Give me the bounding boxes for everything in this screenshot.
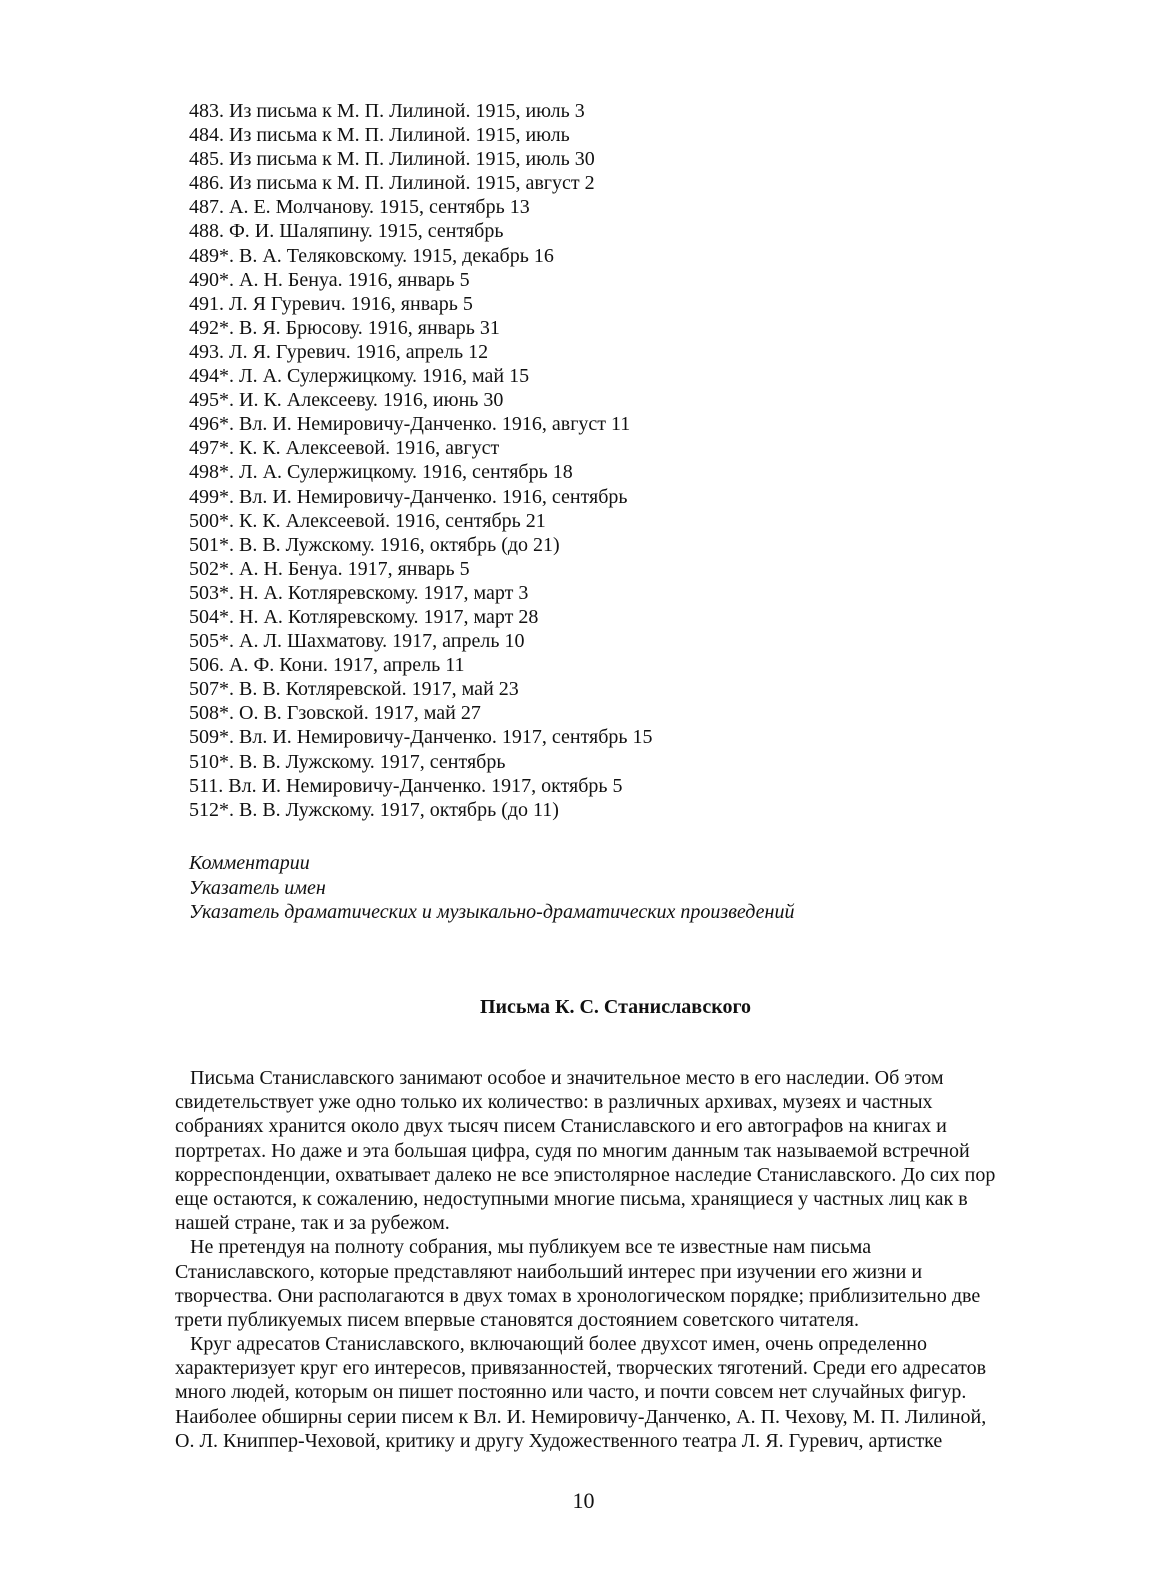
contents-entry: 505*. А. Л. Шахматову. 1917, апрель 10 — [189, 630, 525, 653]
paragraph-line: еще остаются, к сожалению, недоступными многие письма, хранящиеся у частных лиц как в — [175, 1187, 968, 1210]
paragraph-line: творчества. Они располагаются в двух томах в хронологическом порядке; приблизительно две — [175, 1284, 981, 1307]
paragraph-line: корреспонденции, охватывает далеко не все эпистолярное наследие Станиславского. До сих пор — [175, 1163, 996, 1186]
contents-entry: 504*. Н. А. Котляревскому. 1917, март 28 — [189, 605, 539, 628]
contents-entry: 502*. А. Н. Бенуа. 1917, январь 5 — [189, 557, 470, 580]
paragraph-line: трети публикуемых писем впервые становятся достоянием советского читателя. — [175, 1308, 860, 1331]
contents-entry: 484. Из письма к М. П. Лилиной. 1915, июль — [189, 124, 570, 147]
paragraph-line: Не претендуя на полноту собрания, мы публикуем все те известные нам письма — [190, 1236, 872, 1259]
paragraph-line: Круг адресатов Станиславского, включающий более двухсот имен, очень определенно — [190, 1333, 927, 1356]
contents-entry: 490*. А. Н. Бенуа. 1916, январь 5 — [189, 268, 470, 291]
section-title: Письма К. С. Станиславского — [479, 996, 752, 1018]
paragraph-line: портретах. Но даже и эта большая цифра, судя по многим данным так называемой встречной — [175, 1139, 970, 1162]
contents-entry: 512*. В. В. Лужскому. 1917, октябрь (до 11) — [189, 798, 559, 821]
appendix-entry-works-index: Указатель драматических и музыкально-драматических произведений — [189, 901, 795, 923]
contents-entry: 498*. Л. А. Сулержицкому. 1916, сентябрь 18 — [189, 461, 573, 484]
body-text — [175, 1066, 1055, 1453]
contents-entry: 494*. Л. А. Сулержицкому. 1916, май 15 — [189, 365, 530, 388]
contents-entry: 493. Л. Я. Гуревич. 1916, апрель 12 — [189, 340, 489, 363]
contents-entry: 511. Вл. И. Немировичу-Данченко. 1917, октябрь 5 — [189, 774, 623, 797]
contents-entry: 506. А. Ф. Кони. 1917, апрель 11 — [189, 654, 465, 677]
paragraph-line: много людей, которым он пишет постоянно или часто, и почти совсем нет случайных фигур. — [175, 1381, 967, 1404]
paragraph-line: собраниях хранится около двух тысяч писем Станиславского и его автографов на книгах и — [175, 1115, 947, 1138]
appendix-list — [189, 851, 794, 925]
contents-entry: 487. А. Е. Молчанову. 1915, сентябрь 13 — [189, 196, 530, 219]
paragraph-line: О. Л. Книппер-Чеховой, критику и другу Художественного театра Л. Я. Гуревич, артистке — [175, 1429, 943, 1452]
contents-entry: 486. Из письма к М. П. Лилиной. 1915, август 2 — [189, 172, 595, 195]
paragraph-line: Письма Станиславского занимают особое и значительное место в его наследии. Об этом — [190, 1067, 944, 1089]
appendix-entry-comments: Комментарии — [189, 852, 310, 874]
paragraph-line: свидетельствует уже одно только их количество: в различных архивах, музеях и частных — [175, 1091, 933, 1114]
appendix-entry-name-index: Указатель имен — [189, 876, 326, 899]
contents-entry: 488. Ф. И. Шаляпину. 1915, сентябрь — [189, 220, 504, 243]
contents-entry: 508*. О. В. Гзовской. 1917, май 27 — [189, 702, 481, 725]
contents-entry: 483. Из письма к М. П. Лилиной. 1915, июль 3 — [189, 100, 585, 122]
contents-entry: 489*. В. А. Теляковскому. 1915, декабрь 16 — [189, 244, 554, 267]
contents-entry: 510*. В. В. Лужскому. 1917, сентябрь — [189, 750, 506, 773]
contents-entry: 492*. В. Я. Брюсову. 1916, январь 31 — [189, 316, 500, 339]
paragraph-line: характеризует круг его интересов, привязанностей, творческих тяготений. Среди его адресатов — [175, 1357, 987, 1380]
paragraph-line: Наиболее обширны серии писем к Вл. И. Немировичу-Данченко, А. П. Чехову, М. П. Лилиной, — [175, 1405, 987, 1428]
contents-entry: 485. Из письма к М. П. Лилиной. 1915, июль 30 — [189, 148, 595, 171]
contents-entry: 495*. И. К. Алексееву. 1916, июнь 30 — [189, 389, 504, 412]
contents-entry: 501*. В. В. Лужскому. 1916, октябрь (до 21) — [189, 533, 560, 556]
contents-entry: 507*. В. В. Котляревской. 1917, май 23 — [189, 678, 519, 701]
paragraph-line: нашей стране, так и за рубежом. — [175, 1212, 450, 1235]
contents-entry: 491. Л. Я Гуревич. 1916, январь 5 — [189, 292, 473, 315]
page-number: 10 — [572, 1488, 595, 1513]
contents-entry: 503*. Н. А. Котляревскому. 1917, март 3 — [189, 581, 529, 604]
contents-entry: 499*. Вл. И. Немировичу-Данченко. 1916, сентябрь — [189, 485, 628, 508]
contents-entry: 500*. К. К. Алексеевой. 1916, сентябрь 21 — [189, 509, 546, 532]
paragraph-line: Станиславского, которые представляют наибольший интерес при изучении его жизни и — [175, 1260, 923, 1283]
contents-list — [189, 99, 653, 822]
contents-entry: 497*. К. К. Алексеевой. 1916, август — [189, 437, 500, 460]
contents-entry: 509*. Вл. И. Немировичу-Данченко. 1917, сентябрь 15 — [189, 726, 653, 749]
contents-entry: 496*. Вл. И. Немировичу-Данченко. 1916, август 11 — [189, 413, 631, 436]
